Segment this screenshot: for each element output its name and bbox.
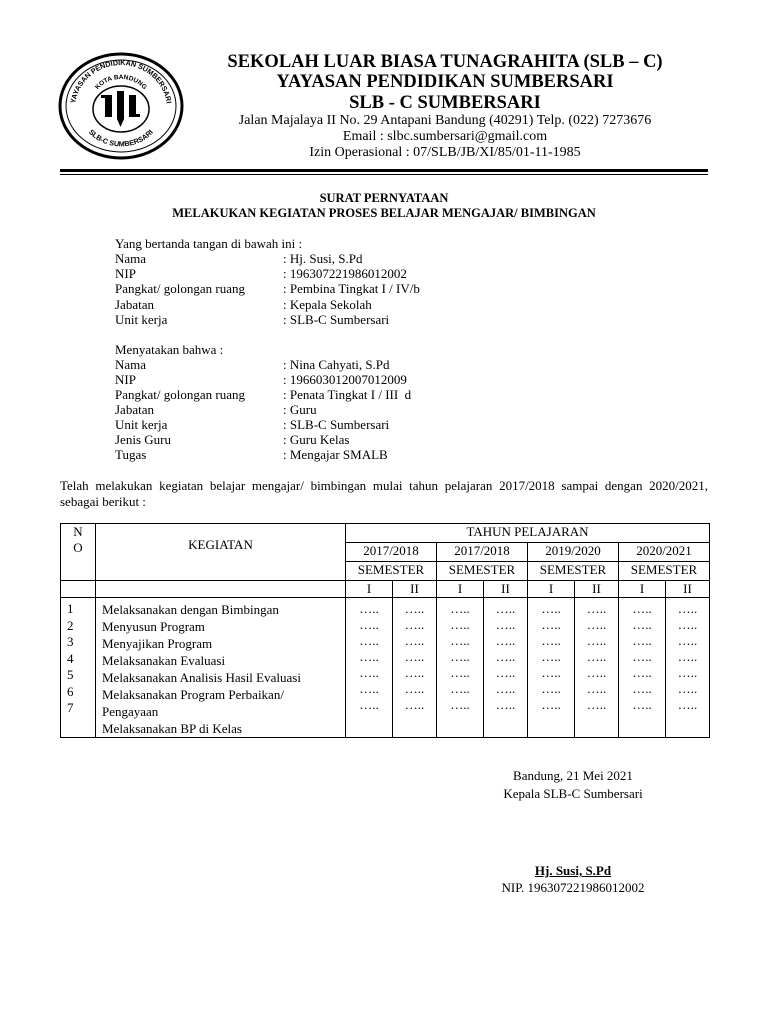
signer-intro: Yang bertanda tangan di bawah ini : — [115, 236, 303, 251]
table-header-no: N O — [61, 524, 96, 581]
table-year: 2019/2020 — [528, 543, 619, 562]
signer-label: Pangkat/ golongan ruang — [115, 281, 245, 296]
subject-label: Tugas — [115, 447, 147, 462]
subject-value: : Nina Cahyati, S.Pd — [283, 357, 390, 372]
subject-label: Unit kerja — [115, 417, 168, 432]
subject-value: : Mengajar SMALB — [283, 447, 388, 462]
signature-name: Hj. Susi, S.Pd — [534, 863, 612, 878]
signer-label: Unit kerja — [115, 312, 168, 327]
letterhead-rule-thick — [60, 169, 708, 172]
table-dots: ….. ….. ….. ….. ….. ….. ….. — [437, 598, 484, 738]
signer-value: : Hj. Susi, S.Pd — [283, 251, 363, 266]
table-dots: ….. ….. ….. ….. ….. ….. ….. — [393, 598, 437, 738]
subject-label: Pangkat/ golongan ruang — [115, 387, 245, 402]
table-semester: I — [346, 581, 393, 598]
table-dots: ….. ….. ….. ….. ….. ….. ….. — [528, 598, 575, 738]
table-semester: I — [528, 581, 575, 598]
table-dots: ….. ….. ….. ….. ….. ….. ….. — [346, 598, 393, 738]
table-semester: I — [437, 581, 484, 598]
document-subtitle: MELAKUKAN KEGIATAN PROSES BELAJAR MENGAJAR/ BIMBINGAN — [172, 206, 596, 220]
signature-position: Kepala SLB-C Sumbersari — [503, 786, 643, 801]
table-semester-label: SEMESTER — [437, 562, 528, 581]
subject-label: Jabatan — [115, 402, 154, 417]
table-numbers: 1 2 3 4 5 6 7 — [61, 598, 96, 738]
signer-label: Nama — [115, 251, 147, 266]
table-year: 2017/2018 — [437, 543, 528, 562]
table-semester-label: SEMESTER — [619, 562, 710, 581]
statement-paragraph: Telah melakukan kegiatan belajar mengajar/ bimbingan mulai tahun pelajaran 2017/2018 sampai dengan 2020/2021, sebagai berikut : — [60, 478, 708, 509]
logo-ring-inner: KOTA BANDUNG — [93, 73, 149, 92]
subject-value: : SLB-C Sumbersari — [283, 417, 390, 432]
subject-label: Jenis Guru — [115, 432, 171, 447]
signer-value: : Kepala Sekolah — [283, 297, 372, 312]
table-dots: ….. ….. ….. ….. ….. ….. ….. — [666, 598, 710, 738]
signer-value: : SLB-C Sumbersari — [283, 312, 390, 327]
table-dots: ….. ….. ….. ….. ….. ….. ….. — [619, 598, 666, 738]
svg-text:SLB-C SUMBERSARI — [87, 128, 155, 149]
letterhead-permit: Izin Operasional : 07/SLB/JB/XI/85/01-11-1985 — [309, 145, 581, 160]
signer-label: Jabatan — [115, 297, 154, 312]
table-semester: II — [393, 581, 437, 598]
table-semester-label: SEMESTER — [528, 562, 619, 581]
table-activities: Melaksanakan dengan Bimbingan Menyusun Program Menyajikan Program Melaksanakan Evaluasi Melaksanakan Analisis Hasil Evaluasi Melaksanakan Program Perbaikan/ Pengayaan Melaksanakan BP di Kelas — [96, 598, 346, 738]
signature-place-date: Bandung, 21 Mei 2021 — [513, 768, 633, 783]
school-logo — [57, 51, 185, 162]
table-semester: II — [484, 581, 528, 598]
activity-table — [60, 523, 710, 738]
table-semester: II — [575, 581, 619, 598]
logo-ring-bottom: SLB-C SUMBERSARI — [87, 127, 155, 149]
signer-label: NIP — [115, 266, 136, 281]
table-dots: ….. ….. ….. ….. ….. ….. ….. — [575, 598, 619, 738]
subject-value: : 196603012007012009 — [283, 372, 407, 387]
document-title: SURAT PERNYATAAN — [319, 191, 449, 205]
subject-intro: Menyatakan bahwa : — [115, 342, 224, 357]
subject-label: Nama — [115, 357, 147, 372]
svg-text:KOTA BANDUNG — [94, 74, 148, 91]
letterhead-address: Jalan Majalaya II No. 29 Antapani Bandung (40291) Telp. (022) 7273676 — [238, 113, 652, 128]
letterhead-rule-thin — [60, 174, 708, 175]
letterhead-foundation: YAYASAN PENDIDIKAN SUMBERSARI — [276, 72, 614, 92]
subject-value: : Guru — [283, 402, 317, 417]
table-semester: II — [666, 581, 710, 598]
table-year: 2017/2018 — [346, 543, 437, 562]
table-semester-label: SEMESTER — [346, 562, 437, 581]
table-semester: I — [619, 581, 666, 598]
letterhead-email: Email : slbc.sumbersari@gmail.com — [342, 129, 548, 144]
table-header-activity: KEGIATAN — [96, 524, 346, 581]
logo-ring-top: YAYASAN PENDIDIKAN SUMBERSARI — [68, 57, 174, 105]
table-dots: ….. ….. ….. ….. ….. ….. ….. — [484, 598, 528, 738]
table-year: 2020/2021 — [619, 543, 710, 562]
subject-label: NIP — [115, 372, 136, 387]
table-header-year: TAHUN PELAJARAN — [346, 524, 710, 543]
signer-value: : Pembina Tingkat I / IV/b — [283, 281, 420, 296]
signature-nip: NIP. 196307221986012002 — [501, 880, 645, 895]
letterhead-school-name: SEKOLAH LUAR BIASA TUNAGRAHITA (SLB – C) — [227, 52, 663, 72]
letterhead-unit: SLB - C SUMBERSARI — [349, 93, 541, 113]
signer-value: : 196307221986012002 — [283, 266, 407, 281]
subject-value: : Penata Tingkat I / III d — [283, 387, 412, 402]
subject-value: : Guru Kelas — [283, 432, 350, 447]
